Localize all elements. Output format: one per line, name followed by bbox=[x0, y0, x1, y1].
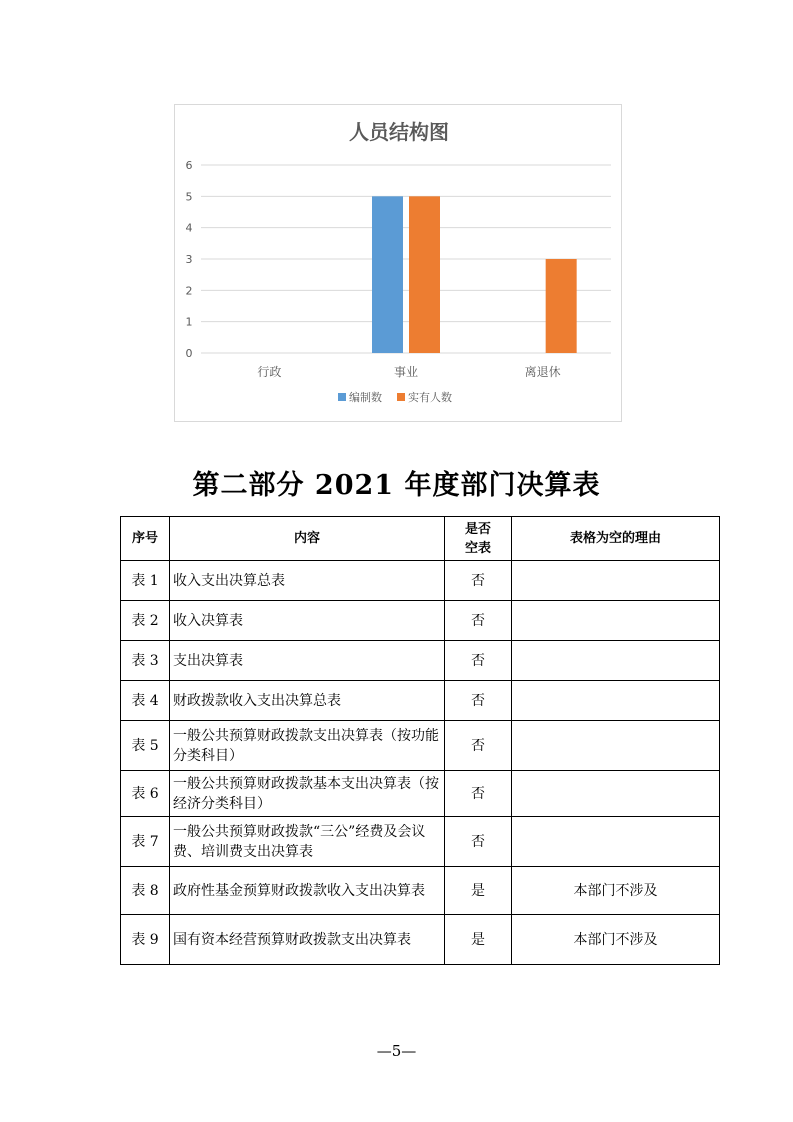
row-empty-flag: 否 bbox=[445, 681, 512, 721]
row-content: 收入决算表 bbox=[170, 601, 445, 641]
table-row bbox=[121, 641, 720, 681]
row-no: 表 5 bbox=[121, 721, 170, 771]
row-no: 表 3 bbox=[121, 641, 170, 681]
table-row bbox=[121, 721, 720, 771]
bar bbox=[409, 196, 440, 353]
table-row bbox=[121, 915, 720, 965]
header-empty-text: 是否空表 bbox=[464, 521, 491, 556]
legend-swatch bbox=[338, 393, 346, 401]
row-reason: 本部门不涉及 bbox=[512, 915, 720, 965]
table-row bbox=[121, 817, 720, 867]
y-tick-label: 3 bbox=[185, 253, 193, 266]
row-reason bbox=[512, 721, 720, 771]
header-no: 序号 bbox=[121, 517, 170, 561]
header-empty bbox=[445, 517, 512, 561]
row-no: 表 7 bbox=[121, 817, 170, 867]
table-row bbox=[121, 601, 720, 641]
table-row bbox=[121, 681, 720, 721]
row-no: 表 2 bbox=[121, 601, 170, 641]
row-no: 表 1 bbox=[121, 561, 170, 601]
legend-swatch bbox=[397, 393, 405, 401]
row-content: 收入支出决算总表 bbox=[170, 561, 445, 601]
header-reason: 表格为空的理由 bbox=[512, 517, 720, 561]
bar bbox=[546, 259, 577, 353]
row-reason bbox=[512, 817, 720, 867]
table-header-row bbox=[121, 517, 720, 561]
final-accounts-table bbox=[120, 516, 720, 965]
row-empty-flag: 否 bbox=[445, 721, 512, 771]
row-no: 表 6 bbox=[121, 771, 170, 817]
row-empty-flag: 是 bbox=[445, 915, 512, 965]
chart-title: 人员结构图 bbox=[349, 120, 449, 144]
y-tick-label: 0 bbox=[185, 347, 193, 360]
row-content: 财政拨款收入支出决算总表 bbox=[170, 681, 445, 721]
chart-svg bbox=[175, 105, 623, 423]
row-content: 一般公共预算财政拨款基本支出决算表（按经济分类科目） bbox=[170, 771, 445, 817]
table-row bbox=[121, 867, 720, 915]
page-number: —5— bbox=[376, 1042, 417, 1060]
row-content: 支出决算表 bbox=[170, 641, 445, 681]
row-reason: 本部门不涉及 bbox=[512, 867, 720, 915]
row-empty-flag: 否 bbox=[445, 641, 512, 681]
row-reason bbox=[512, 601, 720, 641]
table-row bbox=[121, 771, 720, 817]
x-tick-label: 行政 bbox=[257, 365, 282, 379]
y-tick-label: 6 bbox=[185, 159, 193, 172]
section-title: 第二部分 2021 年度部门决算表 bbox=[192, 470, 601, 501]
row-content: 国有资本经营预算财政拨款支出决算表 bbox=[170, 915, 445, 965]
x-tick-label: 离退休 bbox=[524, 365, 561, 379]
row-reason bbox=[512, 561, 720, 601]
row-no: 表 9 bbox=[121, 915, 170, 965]
row-no: 表 8 bbox=[121, 867, 170, 915]
legend-label: 实有人数 bbox=[408, 391, 452, 404]
header-content: 内容 bbox=[170, 517, 445, 561]
y-tick-label: 1 bbox=[185, 315, 193, 329]
row-content: 政府性基金预算财政拨款收入支出决算表 bbox=[170, 867, 445, 915]
bar bbox=[372, 196, 403, 353]
row-reason bbox=[512, 771, 720, 817]
row-empty-flag: 否 bbox=[445, 561, 512, 601]
y-tick-label: 4 bbox=[185, 221, 193, 235]
row-empty-flag: 是 bbox=[445, 867, 512, 915]
row-reason bbox=[512, 681, 720, 721]
x-tick-label: 事业 bbox=[393, 365, 419, 379]
table-body bbox=[121, 561, 720, 965]
row-empty-flag: 否 bbox=[445, 601, 512, 641]
row-reason bbox=[512, 641, 720, 681]
personnel-chart bbox=[174, 104, 622, 422]
y-tick-label: 5 bbox=[185, 190, 193, 204]
legend-label: 编制数 bbox=[349, 391, 382, 404]
row-empty-flag: 否 bbox=[445, 817, 512, 867]
row-content: 一般公共预算财政拨款“三公”经费及会议费、培训费支出决算表 bbox=[170, 817, 445, 867]
table-row bbox=[121, 561, 720, 601]
y-tick-label: 2 bbox=[185, 284, 193, 298]
row-empty-flag: 否 bbox=[445, 771, 512, 817]
row-no: 表 4 bbox=[121, 681, 170, 721]
row-content: 一般公共预算财政拨款支出决算表（按功能分类科目） bbox=[170, 721, 445, 771]
